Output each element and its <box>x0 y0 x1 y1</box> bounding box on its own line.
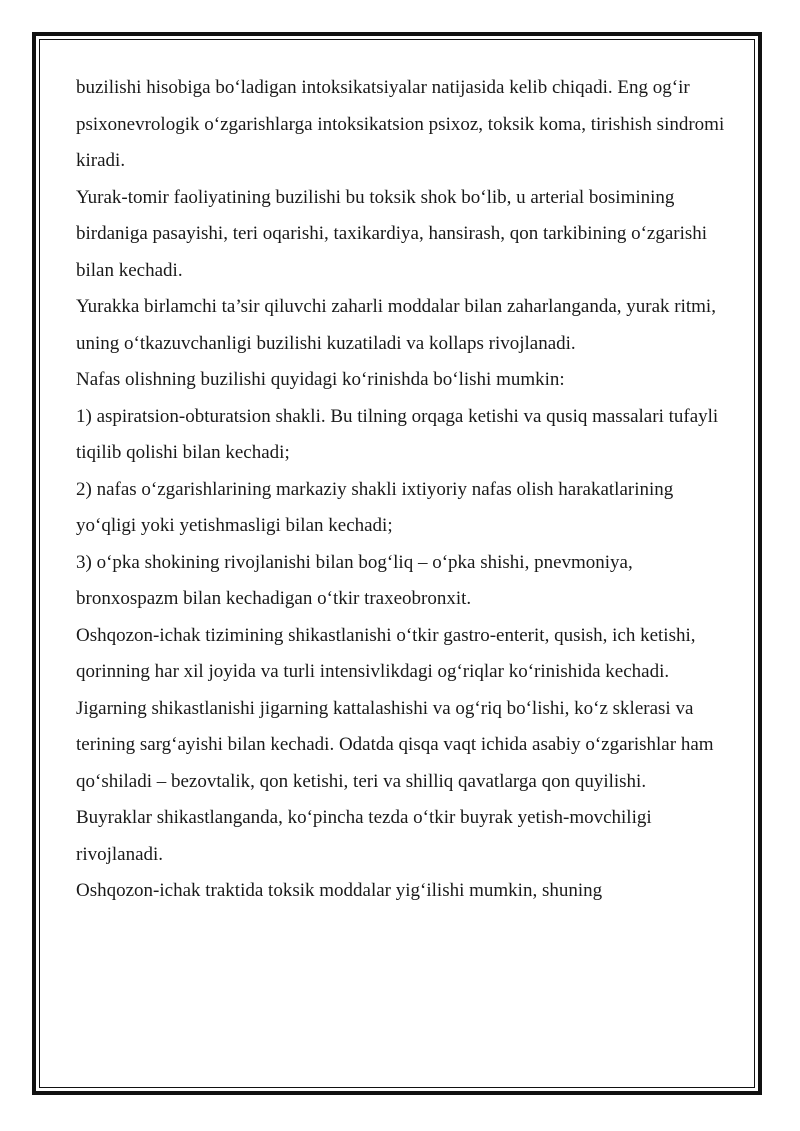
paragraph-breathing-intro: Nafas olishning buzilishi quyidagi ko‘rinishda bo‘lishi mumkin: <box>76 369 565 390</box>
list-item-central: 2) nafas o‘zgarishlarining markaziy shakli ixtiyoriy nafas olish harakatlarining yo‘qligi yoki yetishmasligi bilan kechadi; <box>76 478 674 536</box>
list-item-lung-shock: 3) o‘pka shokining rivojlanishi bilan bog‘liq – o‘pka shishi, pnevmoniya, bronxospazm bilan kechadigan o‘tkir traxeobronxit. <box>76 551 633 609</box>
paragraph-kidneys: Buyraklar shikastlanganda, ko‘pincha tezda o‘tkir buyrak yetish-movchiligi rivojlanadi. <box>76 807 652 865</box>
paragraph-gastrointestinal: Oshqozon-ichak tizimining shikastlanishi o‘tkir gastro-enterit, qusish, ich ketishi, qorinning har xil joyida va turli intensivlikdagi og‘riqlar ko‘rinishida kechadi. <box>76 624 696 682</box>
list-item-aspiration: 1) aspiratsion-obturatsion shakli. Bu tilning orqaga ketishi va qusiq massalari tufayli tiqilib qolishi bilan kechadi; <box>76 405 719 463</box>
paragraph-liver: Jigarning shikastlanishi jigarning kattalashishi va og‘riq bo‘lishi, ko‘z sklerasi va terining sarg‘ayishi bilan kechadi. Odatda qisqa vaqt ichida asabiy o‘zgarishlar ham qo‘shiladi – bezovtalik, qon ketishi, teri va shilliq qavatlarga qon quyilishi. <box>76 697 714 792</box>
page-body <box>76 70 728 910</box>
paragraph-heart-poisoning: Yurakka birlamchi ta’sir qiluvchi zaharli moddalar bilan zaharlanganda, yurak ritmi, uning o‘tkazuvchanligi buzilishi kuzatiladi va kollaps rivojlanadi. <box>76 296 716 354</box>
paragraph-gi-tract: Oshqozon-ichak traktida toksik moddalar yig‘ilishi mumkin, shuning <box>76 880 603 901</box>
paragraph-intoxication: buzilishi hisobiga bo‘ladigan intoksikatsiyalar natijasida kelib chiqadi. Eng og‘ir psixonevrologik o‘zgarishlarga intoksikatsion psixoz, toksik koma, tirishish sindromi kiradi. <box>76 77 725 171</box>
paragraph-cardiovascular: Yurak-tomir faoliyatining buzilishi bu toksik shok bo‘lib, u arterial bosimining birdaniga pasayishi, teri oqarishi, taxikardiya, hansirash, qon tarkibining o‘zgarishi bilan kechadi. <box>76 186 708 281</box>
